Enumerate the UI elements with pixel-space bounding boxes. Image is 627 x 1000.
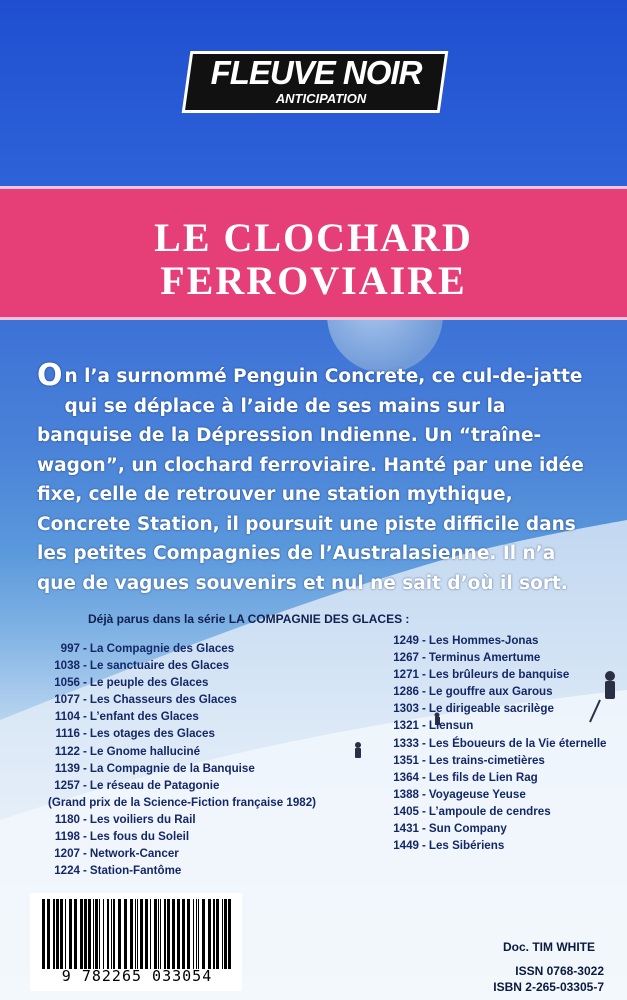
series-item-number: 1139: [54, 761, 80, 775]
barcode-bar: [213, 899, 215, 969]
barcode-bar: [56, 899, 59, 969]
series-item-dash: -: [422, 685, 426, 699]
series-item: [48, 743, 348, 760]
series-item-dash: -: [83, 847, 87, 861]
series-item-title: Voyageuse Yeuse: [428, 787, 526, 801]
series-item-dash: -: [422, 804, 426, 818]
series-item: [48, 691, 348, 708]
barcode-bar: [60, 899, 63, 969]
series-item-title: Liensun: [428, 719, 474, 733]
barcode-bar: [95, 899, 98, 969]
issn: ISSN 0768-3022: [515, 964, 604, 978]
isbn: ISBN 2-265-03305-7: [493, 980, 604, 994]
series-item-number: 1333: [393, 736, 419, 750]
logo-subtext: ANTICIPATION: [275, 91, 367, 106]
series-item-dash: -: [422, 736, 426, 750]
series-item-dash: -: [83, 710, 87, 724]
barcode-bar: [88, 899, 91, 969]
series-item-number: 1388: [393, 787, 419, 801]
series-item: [48, 725, 348, 742]
series-item-number: 1249: [393, 634, 419, 647]
series-item-dash: -: [422, 651, 426, 665]
series-item-title: (Grand prix de la Science-Fiction française 1982): [48, 795, 317, 809]
logo-text: FLEUVE NOIR: [210, 54, 422, 91]
series-item-title: Le gouffre aux Garous: [428, 685, 553, 699]
illustration-credit: Doc. TIM WHITE: [503, 940, 595, 954]
barcode-bar: [154, 899, 157, 969]
series-item: [388, 632, 627, 649]
barcode-bar: [107, 899, 109, 969]
series-item: [388, 700, 627, 717]
series-list-left: [48, 640, 348, 879]
series-item-title: Le sanctuaire des Glaces: [89, 659, 230, 673]
barcode-bar: [172, 899, 175, 969]
series-item-number: 1364: [393, 770, 419, 784]
series-item-number: 1224: [54, 864, 80, 878]
series-item-title: L’ampoule de cendres: [428, 804, 551, 818]
barcode-bar: [124, 899, 127, 969]
series-item-dash: -: [83, 659, 87, 673]
barcode-bar: [84, 899, 87, 969]
barcode-bar: [158, 899, 159, 969]
series-item-title: La Compagnie de la Banquise: [89, 761, 255, 775]
series-item-number: 1180: [54, 812, 80, 826]
series-item: [48, 828, 348, 845]
series-item-title: Les otages des Glaces: [89, 727, 215, 741]
series-item: [388, 803, 627, 820]
series-item-title: Station-Fantôme: [89, 864, 182, 878]
barcode-bar: [113, 899, 115, 969]
series-item-dash: -: [83, 727, 87, 741]
series-item-number: 1038: [54, 659, 80, 673]
series-item: [388, 666, 627, 683]
series-item: [48, 708, 348, 725]
series-item-title: Les voiliers du Rail: [89, 812, 196, 826]
barcode-bar: [167, 899, 170, 969]
barcode-bar: [150, 899, 151, 969]
series-item-dash: -: [83, 864, 87, 878]
series-item: [48, 640, 348, 657]
series-item: [388, 683, 627, 700]
series-item-title: Sun Company: [428, 822, 507, 836]
series-item-title: Les fils de Lien Rag: [428, 770, 538, 784]
barcode-bar: [196, 899, 197, 969]
barcode-bar: [42, 899, 45, 969]
barcode-number: 9 782265 033054: [61, 967, 213, 985]
barcode-bar: [93, 899, 94, 969]
series-item-number: 1267: [393, 651, 419, 665]
series-item-title: Les trains-cimetières: [428, 753, 545, 767]
series-item: [48, 657, 348, 674]
series-item-dash: -: [422, 634, 426, 647]
series-item-title: Les fous du Soleil: [89, 830, 190, 844]
series-item-dash: -: [422, 770, 426, 784]
barcode-bar: [137, 899, 138, 969]
series-item-number: 1257: [54, 778, 80, 792]
series-item-dash: -: [422, 753, 426, 767]
dropcap: O: [37, 358, 63, 393]
series-item: [388, 837, 627, 854]
series-item-dash: -: [83, 744, 87, 758]
series-item-number: 997: [60, 642, 80, 655]
series-item: [48, 811, 348, 828]
series-item-number: 1351: [393, 753, 419, 767]
series-item-title: Le réseau de Patagonie: [89, 778, 220, 792]
series-item-dash: -: [83, 693, 87, 707]
series-name: LA COMPAGNIE DES GLACES :: [228, 612, 410, 626]
series-item-dash: -: [83, 676, 87, 690]
series-item: [48, 794, 348, 811]
series-item: [388, 735, 627, 752]
barcode-bar: [80, 899, 83, 969]
barcode-bar: [160, 899, 161, 969]
series-item-title: Network-Cancer: [89, 847, 179, 861]
series-item-dash: -: [83, 830, 87, 844]
series-item-number: 1207: [54, 847, 80, 861]
series-item-dash: -: [83, 642, 87, 655]
barcode-bar: [198, 899, 199, 969]
series-item-dash: -: [83, 761, 87, 775]
series-item-number: 1321: [393, 719, 419, 733]
barcode-bar: [202, 899, 205, 969]
series-heading-text: Déjà parus dans la série: [88, 612, 226, 626]
series-item-dash: -: [422, 787, 426, 801]
series-heading: [88, 612, 409, 626]
series-item: [48, 862, 348, 879]
barcode-bar: [103, 899, 104, 969]
barcode-bar: [118, 899, 121, 969]
barcode-bar: [187, 899, 190, 969]
publisher-logo: [186, 51, 444, 113]
barcode-bar: [216, 899, 219, 969]
series-item-number: 1077: [54, 693, 80, 707]
book-title-line-2: FERROVIAIRE: [160, 258, 467, 303]
series-item-number: 1303: [393, 702, 419, 716]
series-item: [388, 717, 627, 734]
series-item-number: 1116: [55, 727, 80, 741]
barcode-bar: [47, 899, 50, 969]
barcode-bar: [65, 899, 66, 969]
series-item-title: Les Hommes-Jonas: [428, 634, 539, 647]
series-item-dash: -: [422, 839, 426, 853]
series-item-dash: -: [422, 668, 426, 682]
series-item-title: L’enfant des Glaces: [89, 710, 199, 724]
barcode-bar: [53, 899, 55, 969]
series-item-title: Le peuple des Glaces: [89, 676, 209, 690]
series-item-number: 1056: [54, 676, 80, 690]
series-item: [388, 786, 627, 803]
series-item: [388, 649, 627, 666]
series-item-number: 1449: [393, 839, 419, 853]
barcode-bar: [193, 899, 194, 969]
series-item-title: Le dirigeable sacrilège: [428, 702, 554, 716]
barcode-bar: [224, 899, 227, 969]
series-item-title: La Compagnie des Glaces: [89, 642, 235, 655]
synopsis-text: n l’a surnommé Penguin Concrete, ce cul-de-jatte qui se déplace à l’aide de ses mains sur la banquise de la Dépression Indienne. Un “traîne-wagon”, un clochard ferroviaire. Hanté par une idée fixe, celle de retrouver une station mythique, Concrete Station, il poursuit une piste difficile dans les petites Compagnies de l’Australasienne. Il n’a que de vagues souvenirs et nul ne sait d’où il sort.: [37, 366, 584, 594]
series-list-right: [388, 632, 627, 854]
series-item-dash: -: [422, 822, 426, 836]
series-item-number: 1104: [54, 710, 80, 724]
barcode-bar: [140, 899, 143, 969]
series-item-title: Les Sibériens: [428, 839, 505, 853]
series-item: [388, 752, 627, 769]
series-item: [48, 674, 348, 691]
book-title-line-1: LE CLOCHARD: [154, 215, 473, 260]
series-item-title: Le Gnome halluciné: [89, 744, 201, 758]
series-item-number: 1198: [54, 830, 80, 844]
barcode-bar: [99, 899, 100, 969]
series-item: [388, 769, 627, 786]
series-item: [388, 820, 627, 837]
barcode-bar: [69, 899, 72, 969]
barcode-bar: [208, 899, 211, 969]
barcode-bar: [74, 899, 77, 969]
synopsis: [37, 358, 593, 598]
barcode-bar: [130, 899, 133, 969]
barcode-bar: [111, 899, 112, 969]
series-item-title: Terminus Amertume: [428, 651, 541, 665]
series-item-number: 1431: [393, 822, 419, 836]
series-item: [48, 777, 348, 794]
series-item-dash: -: [422, 702, 426, 716]
series-item-number: 1271: [393, 668, 419, 682]
series-item-dash: -: [83, 812, 87, 826]
series-item-number: 1405: [393, 804, 419, 818]
barcode: [30, 893, 242, 991]
barcode-bars: [40, 899, 232, 969]
barcode-bar: [164, 899, 166, 969]
barcode-bar: [222, 899, 223, 969]
series-item-number: 1286: [393, 685, 419, 699]
barcode-bar: [135, 899, 136, 969]
barcode-bar: [177, 899, 180, 969]
series-item: [48, 845, 348, 862]
series-item-title: Les Chasseurs des Glaces: [89, 693, 237, 707]
series-item-title: Les Éboueurs de la Vie éternelle: [428, 736, 607, 750]
series-item-dash: -: [422, 719, 426, 733]
series-item-dash: -: [83, 778, 87, 792]
series-item: [48, 760, 348, 777]
barcode-bar: [145, 899, 148, 969]
series-item-number: 1122: [54, 744, 80, 758]
barcode-bar: [228, 899, 231, 969]
barcode-bar: [182, 899, 185, 969]
series-item-title: Les brûleurs de banquise: [428, 668, 570, 682]
